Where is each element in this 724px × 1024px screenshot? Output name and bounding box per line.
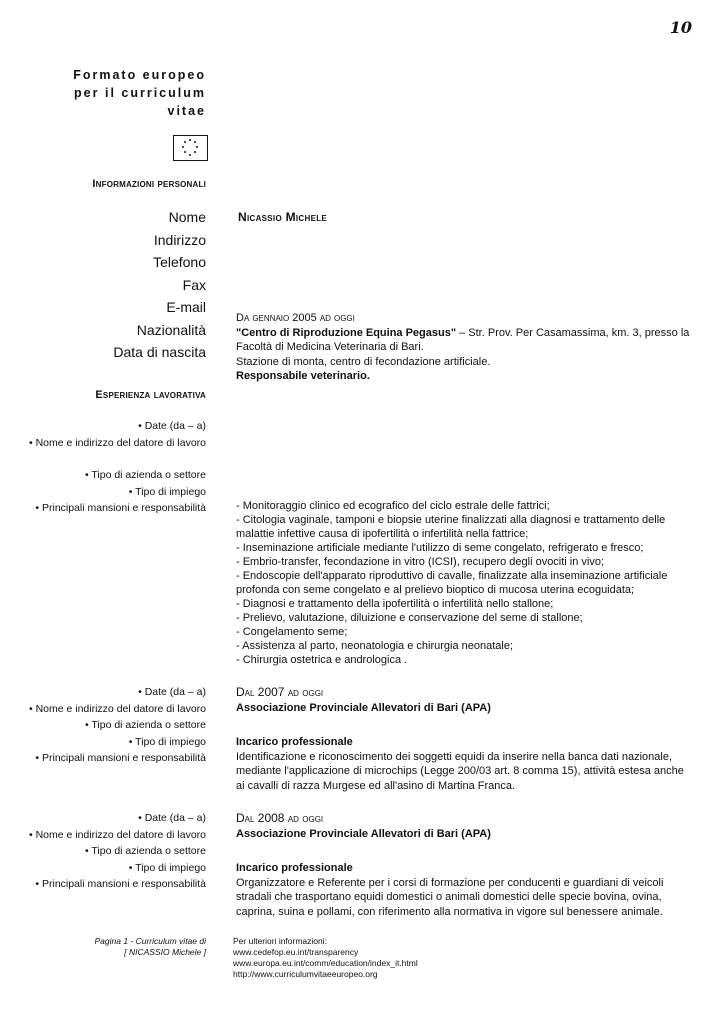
job2-employer: Associazione Provinciale Allevatori di Bari (APA) (236, 701, 491, 714)
job3-date: Dal 2008 ad oggi (236, 811, 324, 825)
job1-employer-name: "Centro di Riproduzione Equina Pegasus" (236, 326, 457, 339)
section-personal-info: Informazioni personali (92, 178, 206, 190)
duty-item: - Citologia vaginale, tamponi e biopsie uterine finalizzati alla diagnosi e trattamento delle malattie infettive causa di ipofertilità o infertilità nella fattrice; (236, 514, 666, 540)
footer-info-heading: Per ulteriori informazioni: (233, 936, 328, 946)
label-employer: • Nome e indirizzo del datore di lavoro (28, 702, 206, 715)
label-duties: • Principali mansioni e responsabilità (35, 752, 206, 764)
cv-title-line: per il curriculum (74, 86, 206, 100)
personal-labels (113, 206, 206, 364)
label-fax: Fax (182, 276, 206, 293)
duty-item: - Prelievo, valutazione, diluizione e conservazione del seme di stallone; (236, 612, 583, 624)
job1-employer (236, 326, 694, 355)
job3-labels (29, 810, 206, 893)
label-employer: • Nome e indirizzo del datore di lavoro (28, 828, 206, 841)
job2-date: Dal 2007 ad oggi (236, 685, 324, 699)
label-sector: • Tipo di azienda o settore (84, 469, 206, 481)
job1-sector: Stazione di monta, centro di fecondazione artificiale. (236, 355, 491, 368)
duty-item: - Assistenza al parto, neonatologia e chirurgia neonatale; (236, 640, 514, 652)
job2-duties: Identificazione e riconoscimento dei soggetti equidi da inserire nella banca dati nazionale, mediante l'applicazione di microchips (Legge 200/03 art. 8 comma 15), attività estesa anche ai cavalli di razza Murgese ed all'asino di Martina Franca. (236, 750, 684, 792)
job1-labels-b (35, 467, 206, 517)
label-date: • Date (da – a) (138, 812, 206, 824)
job3-duties: Organizzatore e Referente per i corsi di formazione per conducenti e guardiani di veicoli stradali che trasportano equidi domestici o animali domestici delle specie bovina, ovina, caprina, suina e pollami, con riferimento alla normativa in vigore sul benessere animale. (236, 876, 664, 918)
duty-item: - Monitoraggio clinico ed ecografico del ciclo estrale delle fattrici; (236, 500, 550, 512)
job3-employer: Associazione Provinciale Allevatori di Bari (APA) (236, 827, 491, 840)
duty-item: - Chirurgia ostetrica e andrologica . (236, 654, 408, 666)
footer-link: http://www.curriculumvitaeeuropeo.org (233, 969, 378, 979)
job2-role: Incarico professionale (236, 736, 353, 748)
label-role: • Tipo di impiego (128, 485, 206, 498)
footer-page-info (95, 936, 207, 958)
job2-labels (29, 684, 206, 767)
duty-item: - Embrio-transfer, fecondazione in vitro (ICSI), recupero degli ovociti in vivo; (236, 556, 605, 568)
job1-duties (236, 499, 694, 667)
section-work-experience: Esperienza lavorativa (95, 389, 206, 401)
label-date: • Date (da – a) (138, 420, 206, 432)
cv-title-line: vitae (167, 104, 206, 118)
job2-content (236, 685, 694, 793)
label-email: E-mail (166, 299, 206, 315)
job1-content (236, 311, 694, 384)
label-sector: • Tipo di azienda o settore (84, 719, 206, 731)
label-role: • Tipo di impiego (128, 861, 206, 874)
label-nazionalita: Nazionalità (136, 321, 206, 338)
label-duties: • Principali mansioni e responsabilità (35, 502, 206, 514)
page-number: 10 (669, 18, 692, 37)
duty-item: - Diagnosi e trattamento della ipofertilità o infertilità nello stallone; (236, 598, 554, 610)
job3-content (236, 811, 694, 919)
footer-link: www.europa.eu.int/comm/education/index_it.html (233, 958, 418, 968)
footer-links (233, 936, 418, 980)
label-role: • Tipo di impiego (128, 735, 206, 748)
person-name: Nicassio Michele (238, 210, 328, 224)
duty-item: - Inseminazione artificiale mediante l'utilizzo di seme congelato, refrigerato e fresco; (236, 542, 644, 554)
label-duties: • Principali mansioni e responsabilità (35, 878, 206, 890)
job1-employer-address: – Str. Prov. Per Casamassima, km. 3, presso la Facoltà di Medicina Veterinaria di Bari. (236, 326, 690, 353)
label-date: • Date (da – a) (138, 686, 206, 698)
cv-title (73, 66, 206, 120)
label-nome: Nome (168, 209, 206, 225)
job1-date: Da gennaio 2005 ad oggi (236, 312, 355, 324)
label-indirizzo: Indirizzo (153, 231, 206, 248)
label-telefono: Telefono (153, 254, 206, 270)
footer-page-line: Pagina 1 - Curriculum vitae di (94, 936, 206, 946)
footer-page-line: [ NICASSIO Michele ] (124, 947, 206, 957)
job1-role: Responsabile veterinario. (236, 370, 370, 382)
eu-flag-logo (173, 135, 208, 161)
job3-role: Incarico professionale (236, 862, 353, 874)
label-employer: • Nome e indirizzo del datore di lavoro (28, 436, 206, 449)
label-data-nascita: Data di nascita (113, 344, 206, 360)
duty-item: - Congelamento seme; (236, 626, 348, 638)
footer-link: www.cedefop.eu.int/transparency (233, 947, 359, 957)
cv-title-line: Formato europeo (73, 68, 206, 82)
job1-labels-a (29, 418, 206, 451)
label-sector: • Tipo di azienda o settore (84, 845, 206, 857)
duty-item: - Endoscopie dell'apparato riproduttivo di cavalle, finalizzate alla inseminazione artificiale profonda con seme congelato e al prelievo bioptico di mucosa uterina ecoguidata; (236, 570, 668, 596)
